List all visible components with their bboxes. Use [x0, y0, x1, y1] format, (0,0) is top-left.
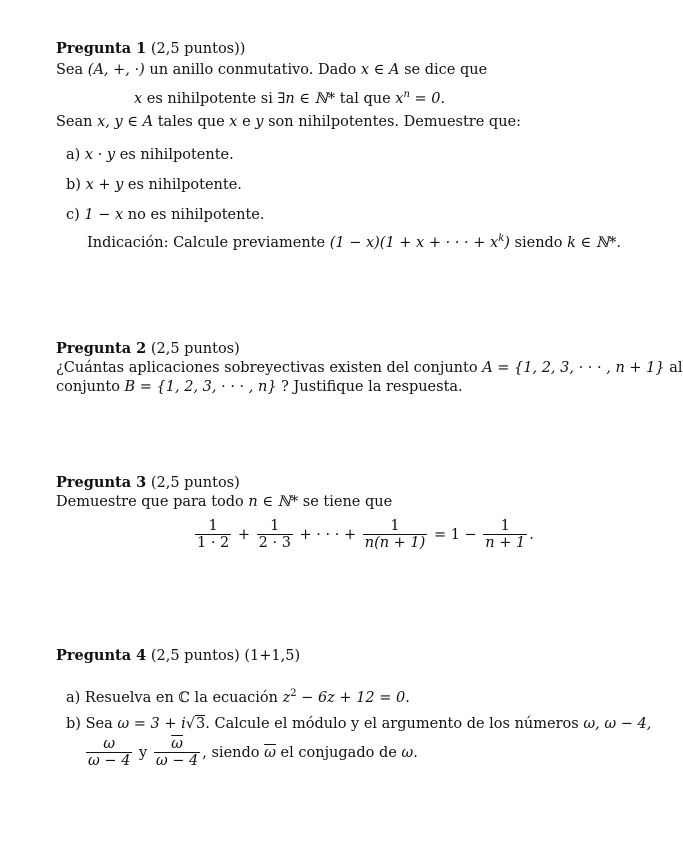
- q4-b-conj: $\overline{\omega}$: [264, 745, 276, 761]
- q1-def-x: x: [134, 90, 143, 107]
- q3-frac-4-den: n + 1: [485, 535, 526, 551]
- q1-def-math: ∃n ∈ ℕ*: [277, 90, 336, 107]
- q1-hint-sup: k: [498, 233, 505, 244]
- q1-item-a-text: es nihilpotente.: [115, 147, 234, 163]
- q1-item-c: [66, 206, 264, 224]
- q3-title: Pregunta 3: [56, 474, 147, 491]
- q4-and: y: [134, 745, 152, 761]
- q3-plus-2: + · · · +: [299, 527, 357, 543]
- q1-item-b-math: x + y: [85, 177, 124, 193]
- q1-def-text-a: es nihilpotente si: [142, 90, 278, 107]
- q2-line1-b: al: [664, 360, 683, 376]
- q3-frac-2: [257, 518, 293, 552]
- q1-item-c-label: c): [66, 207, 80, 223]
- q4-a-math: z: [282, 689, 291, 706]
- q2-line1: [56, 359, 683, 377]
- q4-frac-a-num: ω: [103, 736, 116, 752]
- q2-points: (2,5 puntos): [150, 341, 240, 357]
- q1-hint-math2: ): [504, 234, 510, 251]
- q1-sean-a: Sean: [56, 114, 98, 130]
- q3-frac-3: [363, 518, 428, 552]
- q1-sean-math: x, y ∈ A: [97, 114, 154, 130]
- q3-plus-1: +: [237, 527, 251, 543]
- q4-b-sqrt: √: [185, 716, 196, 732]
- q1-item-a: [66, 146, 234, 164]
- q1-item-b-label: b): [66, 177, 81, 193]
- q2-line1-a: ¿Cuántas aplicaciones sobreyectivas existen del conjunto: [56, 360, 483, 376]
- q4-frac-b-den-rest: − 4: [167, 753, 199, 769]
- q4-heading: [56, 647, 300, 665]
- q4-item-a: [66, 685, 410, 707]
- q3-equals: = 1 −: [433, 527, 477, 543]
- q3-points: (2,5 puntos): [150, 475, 240, 491]
- q1-hint: [87, 230, 621, 252]
- q4-item-b-line1: [66, 715, 651, 733]
- q1-intro-text-b: un anillo conmutativo. Dado: [144, 62, 361, 78]
- q1-item-c-text: no es nihilpotente.: [123, 207, 265, 223]
- q4-b-end: .: [413, 745, 418, 761]
- q3-frac-1-num: 1: [208, 518, 218, 534]
- q3-frac-3-num: 1: [390, 518, 400, 534]
- q1-hint-b: siendo: [509, 234, 568, 251]
- q2-title: Pregunta 2: [56, 340, 147, 357]
- q4-b-text3: , siendo: [202, 745, 265, 761]
- q3-formula: [193, 518, 534, 552]
- q1-definition: [134, 86, 445, 108]
- q4-frac-a-den: ω − 4: [88, 753, 131, 769]
- q4-a-math2: − 6z + 12 = 0.: [296, 689, 410, 706]
- q3-frac-3-den: n(n + 1): [364, 535, 426, 551]
- q1-hint-math3: k ∈ ℕ*: [567, 234, 617, 251]
- q3-frac-4-num: 1: [500, 518, 510, 534]
- q2-line2-math: B = {1, 2, 3, · · · , n}: [124, 379, 277, 395]
- q4-b-sqrt-arg: 3: [196, 716, 206, 732]
- q1-title: Pregunta 1: [56, 40, 147, 57]
- q3-line1: [56, 493, 392, 511]
- q3-line1-b: se tiene que: [298, 494, 393, 510]
- q1-sean-d: son nihilpotentes. Demuestre que:: [263, 114, 521, 130]
- q1-item-b-text: es nihilpotente.: [123, 177, 242, 193]
- q4-b-label: b): [66, 716, 81, 732]
- q4-b-math2: ω, ω − 4,: [583, 716, 652, 732]
- q1-def-math2: x: [395, 90, 404, 107]
- q1-sean: [56, 113, 521, 131]
- q1-hint-a: Indicación: Calcule previamente: [87, 234, 330, 251]
- q2-heading: [56, 340, 240, 358]
- q4-b-text: Sea: [85, 716, 118, 732]
- q1-intro: [56, 61, 487, 79]
- q1-sean-x: x: [229, 114, 238, 130]
- q1-def-math3: = 0.: [409, 90, 446, 107]
- q4-b-text4: el conjugado de: [275, 745, 402, 761]
- q3-line1-math: n ∈ ℕ*: [248, 494, 299, 510]
- q4-frac-b: [154, 736, 200, 770]
- q2-line2-a: conjunto: [56, 379, 125, 395]
- q1-item-a-math: x · y: [84, 147, 116, 163]
- q4-item-b-line2: [84, 736, 418, 770]
- q3-heading: [56, 474, 240, 492]
- q1-item-b: [66, 176, 242, 194]
- q1-item-a-label: a): [66, 147, 81, 163]
- q3-end: .: [529, 527, 534, 543]
- q3-frac-2-den: 2 · 3: [258, 535, 291, 551]
- q4-b-text2: . Calcule el módulo y el argumento de los números: [205, 716, 584, 732]
- q4-frac-b-den-bar: $\overline{\omega}$: [155, 753, 168, 769]
- q4-frac-b-num: $\overline{\omega}$: [171, 736, 183, 752]
- q1-points: (2,5 puntos)): [150, 41, 246, 57]
- q4-a-text: Resuelva en: [84, 689, 179, 706]
- q4-a-sup: 2: [290, 688, 297, 699]
- q2-line2-b: ? Justifique la respuesta.: [276, 379, 463, 395]
- q2-line2: [56, 378, 463, 396]
- q4-title: Pregunta 4: [56, 647, 147, 664]
- q1-def-text-b: tal que: [335, 90, 396, 107]
- q1-sean-y: y: [255, 114, 264, 130]
- q4-a-label: a): [66, 689, 81, 706]
- q4-b-omega: ω: [401, 745, 414, 761]
- q4-a-text2: la ecuación: [189, 689, 283, 706]
- q3-frac-1-den: 1 · 2: [197, 535, 230, 551]
- q3-frac-2-num: 1: [270, 518, 280, 534]
- q1-hint-math: (1 − x)(1 + x + · · · + x: [329, 234, 499, 251]
- q1-sean-c: e: [237, 114, 256, 130]
- q1-sean-b: tales que: [153, 114, 230, 130]
- q3-frac-4: [483, 518, 527, 552]
- q4-frac-a: [86, 736, 132, 770]
- q1-intro-text-a: Sea: [56, 62, 88, 78]
- q1-heading: [56, 40, 245, 58]
- q1-intro-text-c: se dice que: [399, 62, 488, 78]
- q3-frac-1: [195, 518, 231, 552]
- q3-line1-a: Demuestre que para todo: [56, 494, 249, 510]
- q1-item-c-math: 1 − x: [84, 207, 124, 223]
- q1-def-sup: n: [403, 89, 410, 100]
- q1-intro-math2: x ∈ A: [360, 62, 400, 78]
- q2-line1-math: A = {1, 2, 3, · · · , n + 1}: [482, 360, 665, 376]
- q4-points: (2,5 puntos) (1+1,5): [150, 648, 301, 664]
- q1-intro-math: (A, +, ·): [87, 62, 145, 78]
- q4-a-complex: ℂ: [178, 689, 190, 706]
- q1-hint-c: .: [616, 234, 622, 251]
- q4-b-math: ω = 3 + i: [117, 716, 186, 732]
